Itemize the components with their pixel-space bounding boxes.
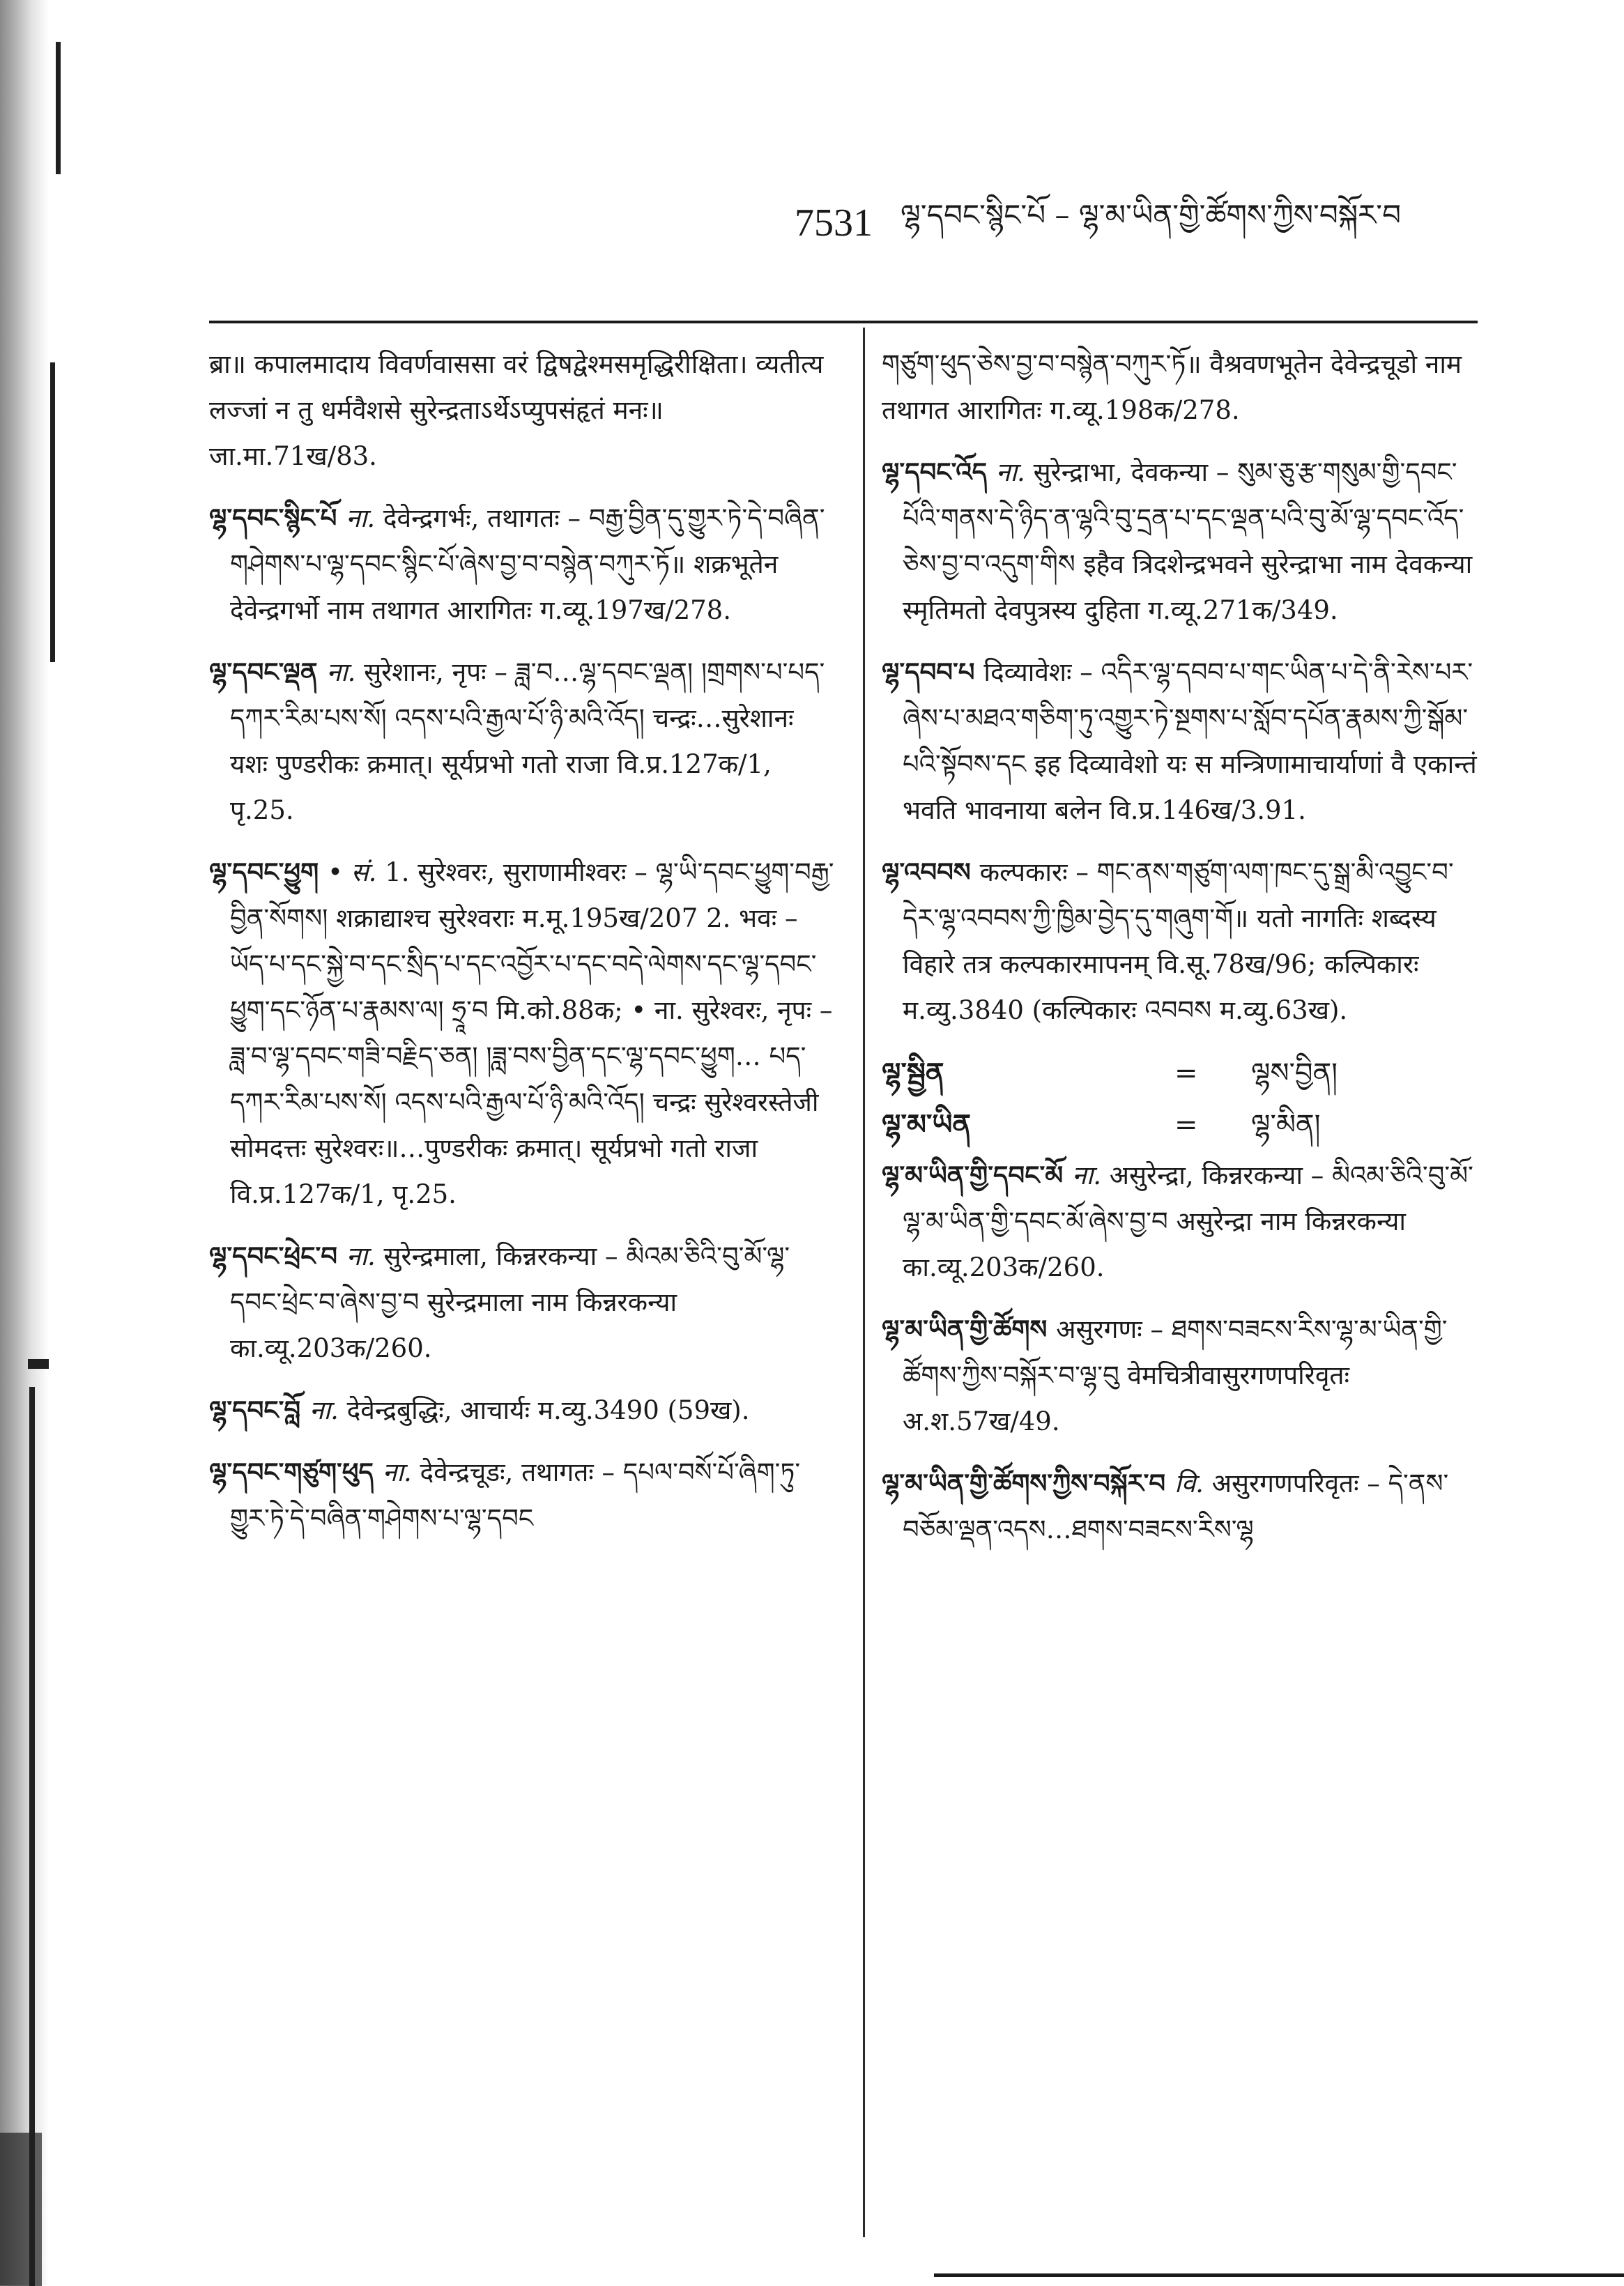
headword: ལྷ་མ་ཡིན་གྱི་ཚོགས <box>882 1314 1057 1344</box>
cross-ref-equals: = <box>1174 1109 1198 1141</box>
running-head: ལྷ་དབང་སྙིང་པོ – ལྷ་མ་ཡིན་གྱི་ཚོགས་ཀྱིས་བསྐོར་བ <box>901 197 1402 232</box>
entry-definition: असुरेन्द्रा, किन्नरकन्या – མིའམ་ཅིའི་བུ་མོ་ལྷ་མ་ཡིན་གྱི་དབང་མོ་ཞེས་བྱ་བ असुरेन्द्रा नाम किन्नरकन्या का.व्यू.203क/260. <box>903 1160 1473 1282</box>
entry-definition: असुरगणपरिवृतः – དེ་ནས་བཅོམ་ལྡན་འདས…ཐགས་བཟངས་རིས་ལྷ <box>903 1468 1449 1544</box>
cross-ref-term: ལྷ་སྦྱིན <box>882 1057 944 1089</box>
grammar-tag: ना. <box>309 1395 347 1425</box>
grammar-tag: ना. <box>346 1241 384 1271</box>
left-column <box>209 342 836 1557</box>
grammar-tag: ना. <box>1072 1160 1110 1190</box>
grammar-tag: ना. <box>995 457 1034 487</box>
headword: ལྷ་དབབ་པ <box>882 657 984 687</box>
entry-definition: ब्रा॥ कपालमादाय विवर्णवाससा वरं द्विषद्वेश्मसमृद्धिरीक्षिता। व्यतीत्य लज्जां न तु धर्मवैशसे सुरेन्द्रताऽर्थेऽप्युपसंहृतं मनः॥ जा.मा.71ख/83. <box>209 349 824 471</box>
entry-definition: देवेन्द्रचूडः, तथागतः – དཔལ་བསོ་པོ་ཞིག་ཏུ་གྱུར་ཏེ་དེ་བཞིན་གཤེགས་པ་ལྷ་དབང <box>230 1457 801 1533</box>
dictionary-entry <box>209 495 836 634</box>
dictionary-entry <box>882 649 1478 834</box>
grammar-tag: वि. <box>1174 1468 1212 1498</box>
entry-definition: असुरगणः – ཐགས་བཟངས་རིས་ལྷ་མ་ཡིན་གྱི་ཚོགས་ཀྱིས་བསྐོར་བ་ལྷ་བུ वेमचित्रीवासुरगणपरिवृतः अ.श.57ख/49. <box>903 1314 1448 1436</box>
dictionary-entry <box>882 1306 1478 1445</box>
entry-definition: सुरेन्द्रमाला, किन्नरकन्या – མིའམ་ཅིའི་བུ་མོ་ལྷ་དབང་ཕྲེང་བ་ཞེས་བྱ་བ सुरेन्द्रमाला नाम किन्नरकन्या का.व्यू.203क/260. <box>230 1241 790 1363</box>
grammar-tag: ना. <box>346 503 383 533</box>
scan-artifact <box>50 362 55 662</box>
dictionary-entry <box>209 649 836 834</box>
headword: ལྷ་དབང་ཕྲེང་བ <box>209 1241 346 1271</box>
scan-shadow <box>0 0 49 2285</box>
cross-ref-target: ལྷས་བྱིན། <box>1251 1057 1338 1089</box>
page-number: 7531 <box>795 201 873 245</box>
dictionary-entry <box>882 449 1478 634</box>
cross-reference <box>882 1100 1478 1149</box>
dictionary-entry <box>209 849 836 1218</box>
scan-artifact <box>0 2133 42 2286</box>
entry-definition: सुरेन्द्राभा, देवकन्या – སུམ་ཅུ་རྩ་གསུམ་གྱི་དབང་པོའི་གནས་དེ་ཉིད་ན་ལྷའི་བུ་དྲན་པ་དང་ལྡན་པའི་བུ་མོ་ལྷ་དབང་འོད་ཅེས་བྱ་བ་འདུག་གིས इहैव त्रिदशेन्द्रभवने सुरेन्द्राभा नाम देवकन्या स्मृतिमतो देवपुत्रस्य दुहिता ग.व्यू.271क/349. <box>903 457 1473 625</box>
dictionary-entry <box>209 1387 836 1434</box>
right-column <box>882 342 1478 1568</box>
headword: ལྷ་མ་ཡིན་གྱི་དབང་མོ <box>882 1160 1073 1190</box>
headword: ལྷ་དབང་འོད <box>882 457 996 487</box>
scan-artifact <box>56 42 61 174</box>
cross-reference <box>882 1049 1478 1098</box>
entry-definition: གཙུག་ཕུད་ཅེས་བྱ་བ་བསྙེན་བཀུར་ཏོ॥ वैश्रवणभूतेन देवेन्द्रचूडो नाम तथागत आरागितः ग.व्यू.198क/278. <box>882 349 1462 425</box>
headword: ལྷ་དབང་ཕྱུག <box>209 857 328 887</box>
dictionary-entry <box>209 1233 836 1372</box>
entry-continuation <box>209 342 836 480</box>
header-rule <box>209 321 1478 323</box>
headword: ལྷ་མ་ཡིན་གྱི་ཚོགས་ཀྱིས་བསྐོར་བ <box>882 1468 1175 1498</box>
entry-definition: कल्पकारः – གང་ནས་གཙུག་ལག་ཁང་དུ་སྒྲ་མི་འབྱུང་བ་དེར་ལྷ་འབབས་ཀྱི་ཁྱིམ་བྱེད་དུ་གཞུག་གོ॥ यतो नागतिः शब्दस्य विहारे तत्र कल्पकारमापनम् वि.सू.78ख/96; कल्पिकारः म.व्यु.3840 (कल्पिकारः འབབས म.व्यु.63ख). <box>903 857 1454 1025</box>
footer-rule <box>934 2273 1624 2277</box>
headword: ལྷ་དབང་སྙིང་པོ <box>209 503 346 533</box>
column-divider <box>863 328 865 2237</box>
cross-ref-term: ལྷ་མ་ཡིན <box>882 1108 971 1141</box>
entry-continuation <box>882 342 1478 434</box>
dictionary-entry <box>882 1152 1478 1291</box>
headword: ལྷ་འབབས <box>882 857 980 887</box>
dictionary-entry <box>882 849 1478 1034</box>
cross-ref-equals: = <box>1174 1057 1198 1089</box>
dictionary-entry <box>882 1460 1478 1553</box>
headword: ལྷ་དབང་གཙུག་ཕུད <box>209 1457 383 1487</box>
cross-ref-target: ལྷ་མིན། <box>1251 1109 1321 1141</box>
grammar-tag: • सं. <box>328 857 385 887</box>
entry-definition: देवेन्द्रगर्भः, तथागतः – བརྒྱ་བྱིན་དུ་གྱུར་ཏེ་དེ་བཞིན་གཤེགས་པ་ལྷ་དབང་སྙིང་པོ་ཞེས་བྱ་བ་བསྙེན་བཀུར་ཏོ॥ शक्रभूतेन देवेन्द्रगर्भो नाम तथागत आरागितः ग.व्यू.197ख/278. <box>230 503 825 625</box>
entry-definition: 1. सुरेश्वरः, सुराणामीश्वरः – ལྷ་ཡི་དབང་ཕྱུག་བརྒྱ་བྱིན་སོགས། शक्राद्याश्च सुरेश्वराः म.मू.195ख/207 2. भवः – ཡོད་པ་དང་སྐྱེ་བ་དང་སྲིད་པ་དང་འབྱོར་པ་དང་བདེ་ལེགས་དང་ལྷ་དབང་ཕྱུག་དང་ཉོན་པ་རྣམས་ལ། ཧྲཱ་བ मि.को.88क; • ना. सुरेश्वरः, नृपः – ཟླ་བ་ལྷ་དབང་གཟི་བརྗིད་ཅན། །ཟླ་བས་བྱིན་དང་ལྷ་དབང་ཕྱུག… པད་དཀར་རིམ་པས་སོ། འདས་པའི་རྒྱལ་པོ་ཉི་མའི་འོད། चन्द्रः सुरेश्वरस्तेजी सोमदत्तः सुरेश्वरः॥…पुण्डरीकः क्रमात्। सूर्यप्रभो गतो राजा वि.प्र.127क/1, पृ.25. <box>230 857 834 1209</box>
page-header <box>795 195 1492 251</box>
entry-definition: दिव्यावेशः – འདིར་ལྷ་དབབ་པ་གང་ཡིན་པ་དེ་ནི་རེས་པར་ཞེས་པ་མཐའ་གཅིག་ཏུ་འགྱུར་ཏེ་སྔགས་པ་སློབ་དཔོན་རྣམས་ཀྱི་སྒོམ་པའི་སྟོབས་དང इह दिव्यावेशो यः स मन्त्रिणामाचार्याणां वै एकान्तं भवति भावनाया बलेन वि.प्र.146ख/3.91. <box>903 657 1477 825</box>
grammar-tag: ना. <box>382 1457 420 1487</box>
dictionary-entry <box>209 1449 836 1542</box>
entry-definition: देवेन्द्रबुद्धिः, आचार्यः म.व्यु.3490 (59ख). <box>346 1395 750 1425</box>
headword: ལྷ་དབང་བློ <box>209 1395 310 1425</box>
headword: ལྷ་དབང་ལྡན <box>209 657 327 687</box>
scan-artifact <box>28 1359 49 1369</box>
grammar-tag: ना. <box>326 657 365 687</box>
entry-definition: सुरेशानः, नृपः – ཟླ་བ…ལྷ་དབང་ལྡན། །གྲགས་པ་པད་དཀར་རིམ་པས་སོ། འདས་པའི་རྒྱལ་པོ་ཉི་མའི་འོད། चन्द्रः…सुरेशानः यशः पुण्डरीकः क्रमात्। सूर्यप्रभो गतो राजा वि.प्र.127क/1, पृ.25. <box>230 657 825 825</box>
